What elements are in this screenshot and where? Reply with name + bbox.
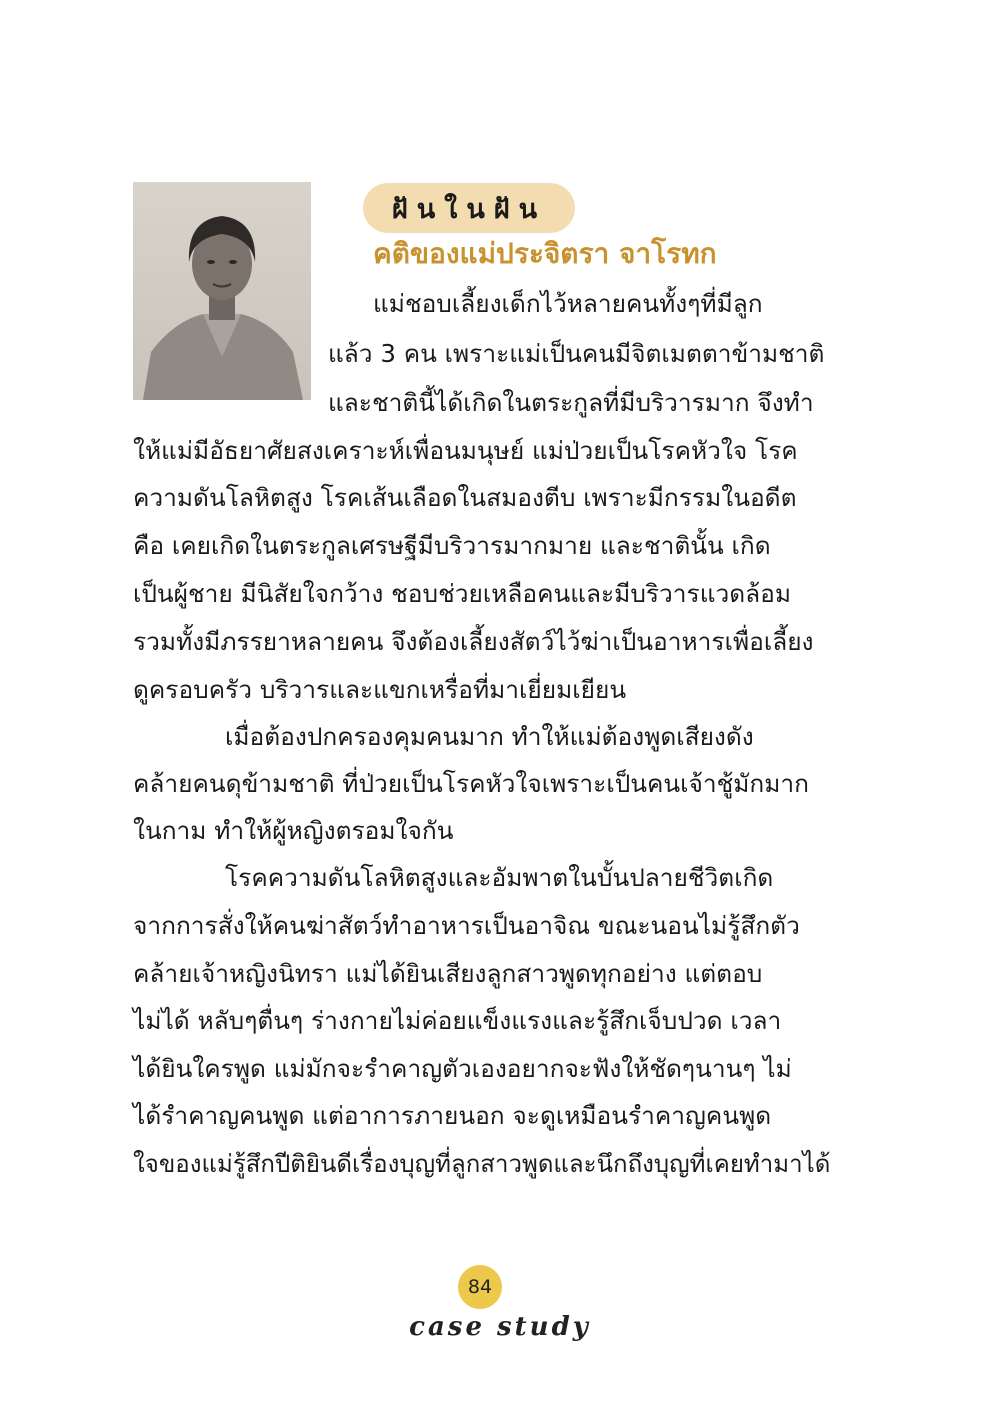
body-line: ดูครอบครัว บริวารและแขกเหรื่อที่มาเยี่ยมเยียน: [133, 675, 627, 704]
body-line: ความดันโลหิตสูง โรคเส้นเลือดในสมองตีบ เพราะมีกรรมในอดีต: [133, 483, 797, 512]
body-line: รวมทั้งมีภรรยาหลายคน จึงต้องเลี้ยงสัตว์ไว้ฆ่าเป็นอาหารเพื่อเลี้ยง: [133, 627, 814, 656]
body-line: ได้รำคาญคนพูด แต่อาการภายนอก จะดูเหมือนรำคาญคนพูด: [133, 1101, 772, 1130]
body-line: คือ เคยเกิดในตระกูลเศรษฐีมีบริวารมากมาย และชาตินั้น เกิด: [133, 531, 771, 560]
portrait-photo: [133, 182, 311, 400]
body-line: โรคความดันโลหิตสูงและอัมพาตในบั้นปลายชีวิตเกิด: [225, 863, 774, 892]
body-line: แล้ว 3 คน เพราะแม่เป็นคนมีจิตเมตตาข้ามชาติ: [328, 339, 825, 368]
article-subtitle: คติของแม่ประจิตรา จาโรทก: [373, 237, 717, 270]
body-line: ได้ยินใครพูด แม่มักจะรำคาญตัวเองอยากจะฟังให้ชัดๆนานๆ ไม่: [133, 1054, 792, 1083]
body-line: ใจของแม่รู้สึกปีติยินดีเรื่องบุญที่ลูกสาวพูดและนึกถึงบุญที่เคยทำมาได้: [133, 1149, 831, 1178]
page-number-badge: [458, 1265, 502, 1309]
body-line: และชาตินี้ได้เกิดในตระกูลที่มีบริวารมาก จึงทำ: [328, 388, 814, 417]
body-line: ให้แม่มีอัธยาศัยสงเคราะห์เพื่อนมนุษย์ แม่ป่วยเป็นโรคหัวใจ โรค: [133, 436, 798, 465]
body-line: ไม่ได้ หลับๆตื่นๆ ร่างกายไม่ค่อยแข็งแรงและรู้สึกเจ็บปวด เวลา: [133, 1006, 782, 1035]
footer-text: case study: [409, 1312, 591, 1342]
page-number: 84: [467, 1276, 493, 1298]
body-line: จากการสั่งให้คนฆ่าสัตว์ทำอาหารเป็นอาจิณ ขณะนอนไม่รู้สึกตัว: [133, 911, 800, 940]
body-line: คล้ายเจ้าหญิงนิทรา แม่ได้ยินเสียงลูกสาวพูดทุกอย่าง แต่ตอบ: [133, 959, 763, 988]
body-line: คล้ายคนดุข้ามชาติ ที่ป่วยเป็นโรคหัวใจเพราะเป็นคนเจ้าชู้มักมาก: [133, 769, 809, 798]
article-title: ฝันในฝัน: [391, 193, 547, 225]
body-line: เป็นผู้ชาย มีนิสัยใจกว้าง ชอบช่วยเหลือคนและมีบริวารแวดล้อม: [133, 579, 792, 608]
body-line: เมื่อต้องปกครองคุมคนมาก ทำให้แม่ต้องพูดเสียงดัง: [225, 722, 754, 751]
body-line: แม่ชอบเลี้ยงเด็กไว้หลายคนทั้งๆที่มีลูก: [373, 289, 763, 318]
body-line: ในกาม ทำให้ผู้หญิงตรอมใจกัน: [133, 816, 454, 845]
article-title-badge: [363, 183, 575, 233]
